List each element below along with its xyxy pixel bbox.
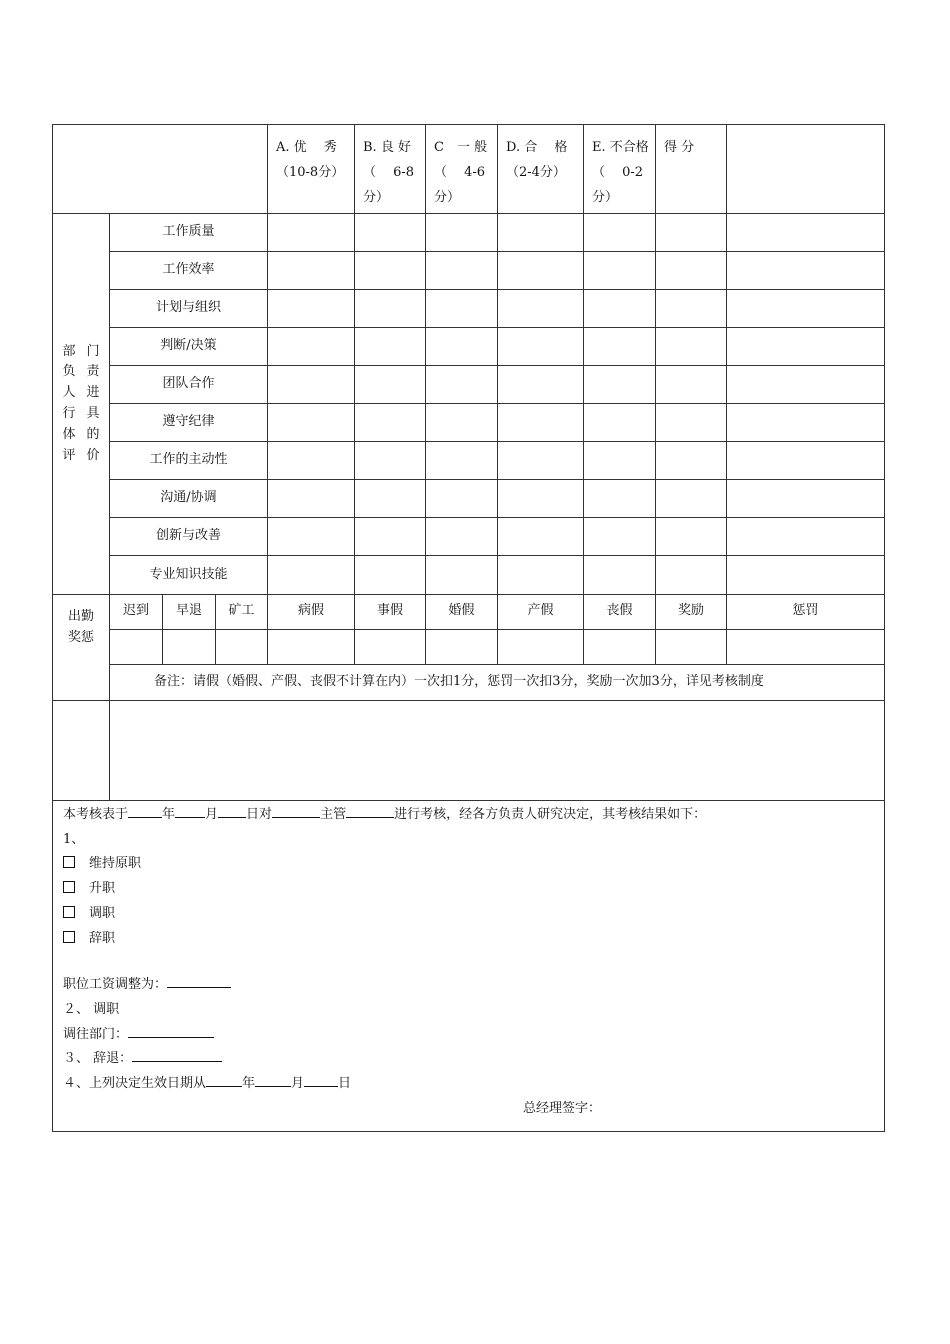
appraisal-table: [52, 124, 885, 1132]
name-blank[interactable]: [272, 803, 320, 818]
score-cell[interactable]: [426, 480, 498, 518]
score-cell[interactable]: [268, 404, 355, 442]
score-cell[interactable]: [498, 328, 584, 366]
score-cell[interactable]: [498, 252, 584, 290]
score-header: 得 分: [656, 125, 727, 214]
eff-month-blank[interactable]: [255, 1072, 291, 1087]
score-cell[interactable]: [355, 290, 426, 328]
score-cell[interactable]: [656, 252, 727, 290]
side-char: 具: [86, 406, 100, 421]
salary-blank[interactable]: [167, 973, 231, 988]
att-header-absent: 矿工: [216, 595, 268, 630]
score-cell[interactable]: [355, 556, 426, 595]
score-cell[interactable]: [268, 442, 355, 480]
dismiss-blank[interactable]: [132, 1047, 222, 1062]
score-cell[interactable]: [268, 214, 355, 252]
criterion-label: 工作的主动性: [110, 442, 268, 480]
criterion-label: 专业知识技能: [110, 556, 268, 595]
att-cell[interactable]: [426, 630, 498, 665]
side-char: 人: [62, 385, 76, 401]
score-cell[interactable]: [584, 518, 656, 556]
header-extra-cell: [727, 125, 885, 214]
salary-adjust: 职位工资调整为：: [63, 973, 874, 998]
side-char: 责: [86, 364, 100, 380]
score-cell[interactable]: [268, 290, 355, 328]
side-char: 评: [62, 447, 76, 463]
header-blank-cell: [53, 125, 268, 214]
score-cell[interactable]: [727, 214, 885, 252]
comment-label-cell: [53, 701, 110, 801]
score-cell[interactable]: [584, 290, 656, 328]
side-char: 负: [62, 364, 76, 380]
criterion-label: 沟通/协调: [110, 480, 268, 518]
score-cell[interactable]: [268, 518, 355, 556]
criterion-label: 工作效率: [110, 252, 268, 290]
checkbox-icon[interactable]: [63, 931, 75, 943]
decision-section: [53, 801, 885, 1132]
score-cell[interactable]: [498, 290, 584, 328]
item-2: ２、 调职: [63, 1001, 120, 1017]
side-text: 奖惩: [67, 629, 94, 645]
att-header-reward: 奖励: [656, 595, 727, 630]
score-cell[interactable]: [727, 404, 885, 442]
grade-c-header: C 一 般（ 4-6分）: [426, 125, 498, 214]
att-header-marriage-leave: 婚假: [426, 595, 498, 630]
score-cell[interactable]: [498, 518, 584, 556]
side-text: 出勤: [67, 608, 94, 624]
att-cell[interactable]: [163, 630, 216, 665]
side-char: 体: [62, 426, 76, 442]
score-cell[interactable]: [426, 252, 498, 290]
item-3: ３、 辞退：: [63, 1047, 874, 1072]
option-transfer[interactable]: 调职: [63, 902, 874, 927]
option-retain[interactable]: 维持原职: [63, 852, 874, 877]
score-cell[interactable]: [656, 366, 727, 404]
score-cell[interactable]: [498, 214, 584, 252]
score-cell[interactable]: [656, 328, 727, 366]
evaluation-side-label: [53, 214, 110, 595]
score-cell[interactable]: [727, 480, 885, 518]
side-char: 价: [86, 447, 100, 463]
score-cell[interactable]: [584, 480, 656, 518]
grade-a-header: A. 优 秀（10-8分）: [268, 125, 355, 214]
gm-signature: 总经理签字：: [523, 1100, 602, 1116]
score-cell[interactable]: [584, 442, 656, 480]
score-cell[interactable]: [498, 366, 584, 404]
option-resign[interactable]: 辞职: [63, 927, 874, 952]
score-cell[interactable]: [426, 290, 498, 328]
att-header-early-leave: 早退: [163, 595, 216, 630]
score-cell[interactable]: [584, 252, 656, 290]
criterion-label: 创新与改善: [110, 518, 268, 556]
side-char: 进: [86, 385, 100, 401]
att-header-personal-leave: 事假: [355, 595, 426, 630]
attendance-side-label: [53, 595, 110, 701]
grade-d-header: D. 合 格（2-4分）: [498, 125, 584, 214]
score-cell[interactable]: [727, 518, 885, 556]
score-cell[interactable]: [426, 442, 498, 480]
grade-e-header: E. 不合格（ 0-2分）: [584, 125, 656, 214]
criterion-label: 判断/决策: [110, 328, 268, 366]
item-4: ４、上列决定生效日期从 年 月 日: [63, 1072, 874, 1097]
score-cell[interactable]: [727, 366, 885, 404]
score-cell[interactable]: [426, 214, 498, 252]
score-cell[interactable]: [727, 556, 885, 595]
year-blank[interactable]: [128, 803, 162, 818]
score-cell[interactable]: [498, 404, 584, 442]
side-char: 的: [86, 426, 100, 442]
eff-day-blank[interactable]: [304, 1072, 338, 1087]
att-header-penalty: 惩罚: [727, 595, 885, 630]
criterion-label: 工作质量: [110, 214, 268, 252]
supervisor-blank[interactable]: [346, 803, 394, 818]
score-cell[interactable]: [584, 366, 656, 404]
month-blank[interactable]: [175, 803, 205, 818]
score-cell[interactable]: [426, 328, 498, 366]
score-cell[interactable]: [656, 214, 727, 252]
score-cell[interactable]: [426, 518, 498, 556]
score-cell[interactable]: [656, 518, 727, 556]
score-cell[interactable]: [656, 556, 727, 595]
checkbox-icon[interactable]: [63, 906, 75, 918]
side-char: 部: [62, 343, 76, 359]
item-1: 1、: [63, 831, 85, 847]
eff-year-blank[interactable]: [206, 1072, 242, 1087]
score-cell[interactable]: [584, 214, 656, 252]
att-header-funeral-leave: 丧假: [584, 595, 656, 630]
att-cell[interactable]: [216, 630, 268, 665]
att-cell[interactable]: [498, 630, 584, 665]
dept-blank[interactable]: [128, 1023, 214, 1038]
comment-cell[interactable]: [110, 701, 885, 801]
side-char: 门: [86, 343, 100, 359]
score-cell[interactable]: [355, 328, 426, 366]
score-cell[interactable]: [584, 404, 656, 442]
score-cell[interactable]: [355, 214, 426, 252]
score-cell[interactable]: [355, 252, 426, 290]
score-cell[interactable]: [268, 366, 355, 404]
score-cell[interactable]: [727, 290, 885, 328]
score-cell[interactable]: [727, 442, 885, 480]
side-char: 行: [62, 406, 76, 421]
score-cell[interactable]: [656, 404, 727, 442]
att-header-maternity-leave: 产假: [498, 595, 584, 630]
score-cell[interactable]: [426, 366, 498, 404]
day-blank[interactable]: [218, 803, 246, 818]
score-cell[interactable]: [426, 556, 498, 595]
score-cell[interactable]: [656, 290, 727, 328]
score-cell[interactable]: [656, 480, 727, 518]
att-cell[interactable]: [727, 630, 885, 665]
att-cell[interactable]: [656, 630, 727, 665]
grade-b-header: B. 良 好（ 6-8分）: [355, 125, 426, 214]
criterion-label: 计划与组织: [110, 290, 268, 328]
score-cell[interactable]: [268, 252, 355, 290]
score-cell[interactable]: [355, 480, 426, 518]
score-cell[interactable]: [268, 328, 355, 366]
att-header-late: 迟到: [110, 595, 163, 630]
transfer-dept: 调往部门：: [63, 1023, 874, 1048]
att-cell[interactable]: [355, 630, 426, 665]
checkbox-icon[interactable]: [63, 881, 75, 893]
score-cell[interactable]: [727, 252, 885, 290]
score-cell[interactable]: [268, 480, 355, 518]
score-cell[interactable]: [498, 442, 584, 480]
score-cell[interactable]: [355, 442, 426, 480]
attendance-note: 备注：请假（婚假、产假、丧假不计算在内）一次扣1分，惩罚一次扣3分，奖励一次加3分，详见考核制度: [110, 665, 885, 701]
att-cell[interactable]: [110, 630, 163, 665]
score-cell[interactable]: [498, 556, 584, 595]
att-cell[interactable]: [584, 630, 656, 665]
criterion-label: 团队合作: [110, 366, 268, 404]
score-cell[interactable]: [355, 366, 426, 404]
option-promote[interactable]: 升职: [63, 877, 874, 902]
score-cell[interactable]: [498, 480, 584, 518]
score-cell[interactable]: [268, 556, 355, 595]
score-cell[interactable]: [355, 404, 426, 442]
score-cell[interactable]: [426, 404, 498, 442]
criterion-label: 遵守纪律: [110, 404, 268, 442]
score-cell[interactable]: [584, 556, 656, 595]
att-cell[interactable]: [268, 630, 355, 665]
score-cell[interactable]: [355, 518, 426, 556]
score-cell[interactable]: [656, 442, 727, 480]
score-cell[interactable]: [584, 328, 656, 366]
score-cell[interactable]: [727, 328, 885, 366]
checkbox-icon[interactable]: [63, 856, 75, 868]
att-header-sick-leave: 病假: [268, 595, 355, 630]
decision-intro: 本考核表于 年 月 日对 主管 进行考核，经各方负责人研究决定，其考核结果如下：: [63, 803, 874, 828]
